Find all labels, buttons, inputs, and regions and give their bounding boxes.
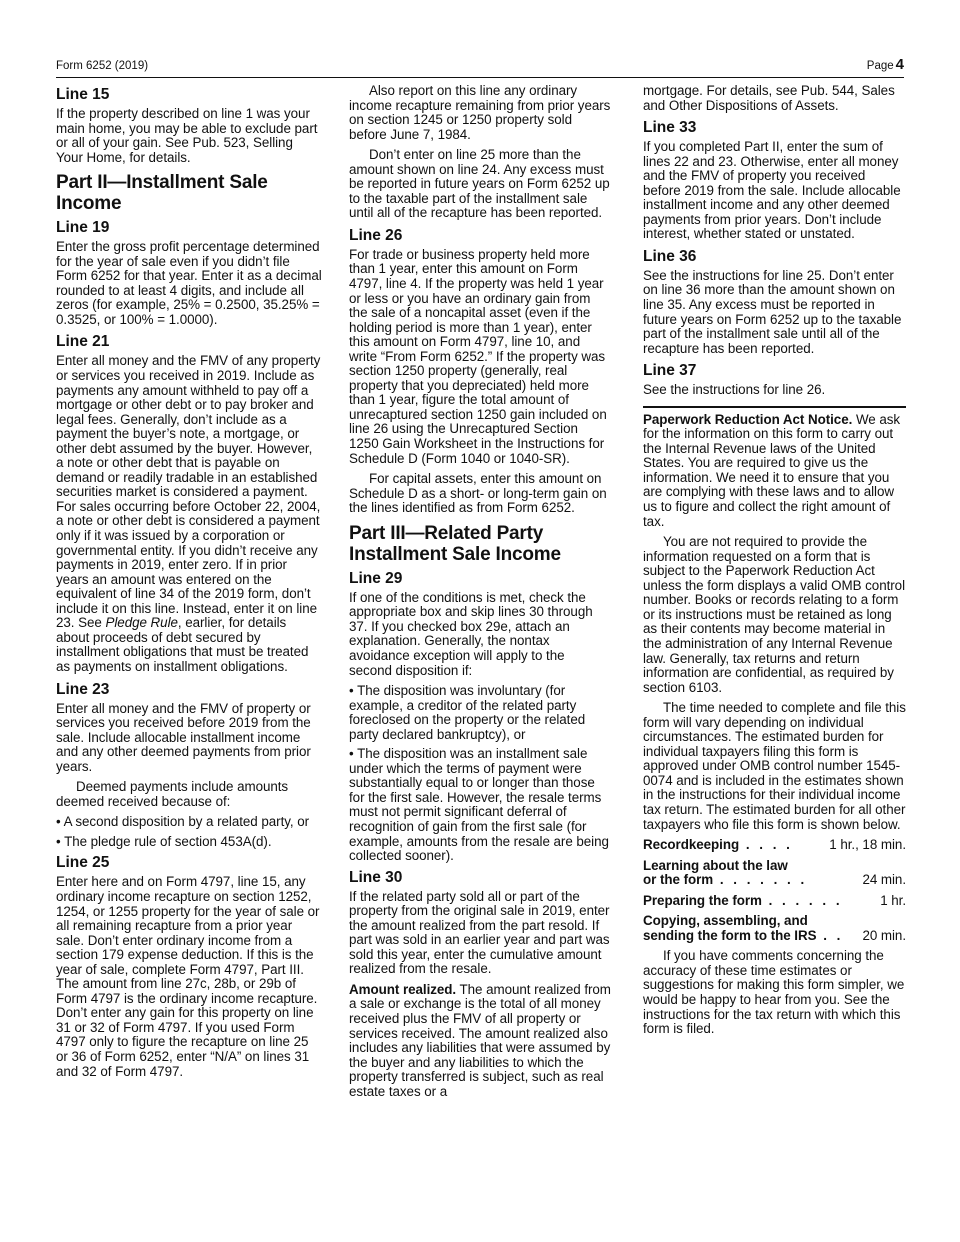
estimate-time: 24 min. bbox=[862, 872, 906, 888]
part-3-heading: Part III—Related Party Installment Sale Income bbox=[349, 522, 561, 565]
line-37-heading: Line 37 bbox=[643, 362, 697, 380]
line-30-text: If the related party sold all or part of the property from the original sale in 2019, enter the amount realized from the part resold. If part was sold in an earlier year and part was sold this year, enter the cumulative amount realized from the resale. bbox=[349, 888, 610, 977]
line-23-deemed-text: Deemed payments include amounts deemed received because of: bbox=[56, 779, 289, 809]
estimate-time: 1 hr., 18 min. bbox=[829, 837, 906, 853]
line-25-continued-text: Also report on this line any ordinary income recapture remaining from prior years on section 1245 or 1250 property sold before June 7, 1984. bbox=[349, 83, 611, 142]
estimate-row-preparing: Preparing the form . . . . . . 1 hr. bbox=[643, 892, 906, 908]
line-37-text: See the instructions for line 26. bbox=[643, 382, 826, 398]
column-3 bbox=[643, 84, 906, 1043]
estimate-row-copying: Copying, assembling, and sending the form to the IRS . . 20 min. bbox=[643, 913, 906, 943]
amount-realized-label: Amount realized. bbox=[349, 981, 457, 997]
amount-realized-text: Amount realized. The amount realized from a sale or exchange is the total of all money received plus the FMV of all property or services received. The amount realized also includes any liabilities that were assumed by the buyer and any liabilities to which the property transferred is subject, such as real estate taxes or a bbox=[349, 981, 611, 1099]
paperwork-notice-text: Paperwork Reduction Act Notice. We ask for the information on this form to carry out the Internal Revenue laws of the United States. You are required to give us the information. We need it to ensure that you are complying with these laws and to allow us to figure and collect the right amount of tax. bbox=[643, 411, 901, 529]
line-23-text: Enter all money and the FMV of property or services you received before 2019 from the sale. Include allocable installment income and any other deemed payments from prior years. bbox=[56, 700, 311, 774]
estimate-time: 1 hr. bbox=[880, 892, 906, 908]
comments-text: If you have comments concerning the accuracy of these time estimates or suggestions for making this form simpler, we would be happy to hear from you. See the instructions for the tax return with which this form is filed. bbox=[643, 948, 905, 1037]
line-21-text: Enter all money and the FMV of any property or services you received in 2019. Include as payments any amount withheld to pay off a mortgage or other debt or to pay broker and legal fees. Generally, don’t include as a payment the buyer’s note, a mortgage, or other debt assumed by the buyer. However, a note or other debt that is payable on demand or readily tradable in an established securities market is considered a payment. For sales occurring before October 22, 2004, a note or other debt is considered a payment only if it was issued by a corporation or governmental entity. If you didn’t receive any payments in 2019, enter zero. If in prior years an amount was entered on the equivalent of line 34 of the 2019 form, don’t include it on this line. Instead, enter it on line 23. See Pledge Rule, earlier, for details about proceeds of debt secured by installment obligations that must be treated as payments on installment obligations. bbox=[56, 353, 321, 674]
column-2 bbox=[349, 84, 611, 1105]
line-29-bullet: • The disposition was involuntary (for example, a creditor of the related party foreclosed on the property or the related party declared bankruptcy), or bbox=[349, 683, 586, 742]
paperwork-notice-text: You are not required to provide the information requested on a form that is subject to the Paperwork Reduction Act unless the form displays a valid OMB control number. Books or records relating to a form or its instructions must be retained as long as their contents may become material in the administration of any Internal Revenue law. Generally, tax returns and return information are confidential, as required by section 6103. bbox=[643, 534, 906, 695]
estimate-row-recordkeeping: Recordkeeping . . . . 1 hr., 18 min. bbox=[643, 837, 906, 853]
line-15-text: If the property described on line 1 was your main home, you may be able to exclude part or all of your gain. See Pub. 523, Selling Your Home, for details. bbox=[56, 106, 318, 165]
line-21-heading: Line 21 bbox=[56, 333, 110, 351]
line-23-heading: Line 23 bbox=[56, 680, 110, 698]
estimate-time: 20 min. bbox=[862, 927, 906, 943]
line-26-capital-assets-text: For capital assets, enter this amount on Schedule D as a short- or long-term gain on the lines identified as from Form 6252. bbox=[349, 471, 607, 516]
line-33-heading: Line 33 bbox=[643, 119, 697, 137]
paperwork-notice-text: The time needed to complete and file this form will vary depending on individual circumstances. The estimated burden for individual taxpayers filing this form is approved under OMB control number 1545-0074 and is included in the estimates shown in the instructions for their individual income tax return. The estimated burden for all other taxpayers who file this form is shown below. bbox=[643, 700, 906, 832]
line-25-continued-text: Don’t enter on line 25 more than the amount shown on line 24. Any excess must be reported in future years on Form 6252 up to the taxable part of the installment sale until all of the recapture has been reported. bbox=[349, 147, 610, 221]
line-36-heading: Line 36 bbox=[643, 247, 697, 265]
pledge-rule-reference: Pledge Rule bbox=[105, 615, 178, 631]
line-29-heading: Line 29 bbox=[349, 569, 403, 587]
line-30-heading: Line 30 bbox=[349, 868, 403, 886]
line-33-text: If you completed Part II, enter the sum of lines 22 and 23. Otherwise, enter all money and the FMV of property you received before 2019 from the sale. Include allocable installment income and any other deemed payments from prior years. Don’t include interest, whether stated or unstated. bbox=[643, 139, 901, 242]
line-25-heading: Line 25 bbox=[56, 854, 110, 872]
line-25-text: Enter here and on Form 4797, line 15, any ordinary income recapture on section 1252, 1254, or 1255 property for the year of sale or all remaining recapture from a prior year sale. Don’t enter ordinary income from a section 179 expense deduction. If this is the year of sale, complete Form 4797, Part III. The amount from line 27c, 28b, or 29b of Form 4797 is the ordinary income recapture. Don’t enter any gain for this property on line 31 or 32 of Form 4797. If you used Form 4797 only to figure the recapture on line 25 or 36 of Form 6252, enter “N/A” on lines 31 and 32 of Form 4797. bbox=[56, 874, 320, 1079]
page-header bbox=[56, 55, 904, 78]
line-26-heading: Line 26 bbox=[349, 226, 403, 244]
column-continued-text: mortgage. For details, see Pub. 544, Sales and Other Dispositions of Assets. bbox=[643, 83, 895, 113]
line-26-text: For trade or business property held more than 1 year, enter this amount on Form 4797, line 4. If the property was held 1 year or less or you have an ordinary gain from the sale of a noncapital asset (even if the holding period is more than 1 year), enter this amount on Form 4797, line 10, and write “From Form 6252.” If the property was section 1250 property (generally, real property that you depreciated) held more than 1 year, figure the total amount of unrecaptured section 1250 gain included on line 26 using the Unrecaptured Section 1250 Gain Worksheet in the Instructions for Schedule D (Form 1040 or 1040-SR). bbox=[349, 246, 607, 466]
part-2-heading: Part II—Installment Sale Income bbox=[56, 172, 268, 215]
line-29-bullet: • The disposition was an installment sale under which the terms of payment were substantially equal to or longer than those for the first sale. However, the resale terms must not permit significant deferral of recognition of gain from the first sale (for example, amounts from the resale are being collected sooner). bbox=[349, 746, 609, 864]
form-identifier: Form 6252 (2019) bbox=[56, 60, 149, 72]
section-divider bbox=[643, 406, 906, 408]
line-29-text: If one of the conditions is met, check the appropriate box and skip lines 30 through 37. If you checked box 29e, attach an explanation. Generally, the nontax avoidance exception will apply to the second disposition if: bbox=[349, 589, 593, 678]
paperwork-notice-title: Paperwork Reduction Act Notice. bbox=[643, 411, 853, 427]
line-19-heading: Line 19 bbox=[56, 219, 110, 237]
line-19-text: Enter the gross profit percentage determined for the year of sale even if you didn’t file Form 6252 for that year. Enter it as a decimal rounded to at least 4 digits, and include all zeros (for example, 25% = 0.2500, 35.25% = 0.3525, or 100% = 1.0000). bbox=[56, 239, 322, 327]
line-23-bullet: • The pledge rule of section 453A(d). bbox=[56, 833, 272, 849]
page-number: Page 4 bbox=[866, 56, 904, 73]
estimate-row-learning: Learning about the law or the form . . . . . . . 24 min. bbox=[643, 857, 906, 888]
line-15-heading: Line 15 bbox=[56, 86, 110, 103]
line-36-text: See the instructions for line 25. Don’t enter on line 36 more than the amount shown on line 35. Any excess must be reported in future years on Form 6252 up to the taxable part of the installment sale until all of the recapture has been reported. bbox=[643, 267, 902, 356]
column-1 bbox=[56, 84, 322, 1085]
line-23-bullet: • A second disposition by a related party, or bbox=[56, 814, 310, 830]
